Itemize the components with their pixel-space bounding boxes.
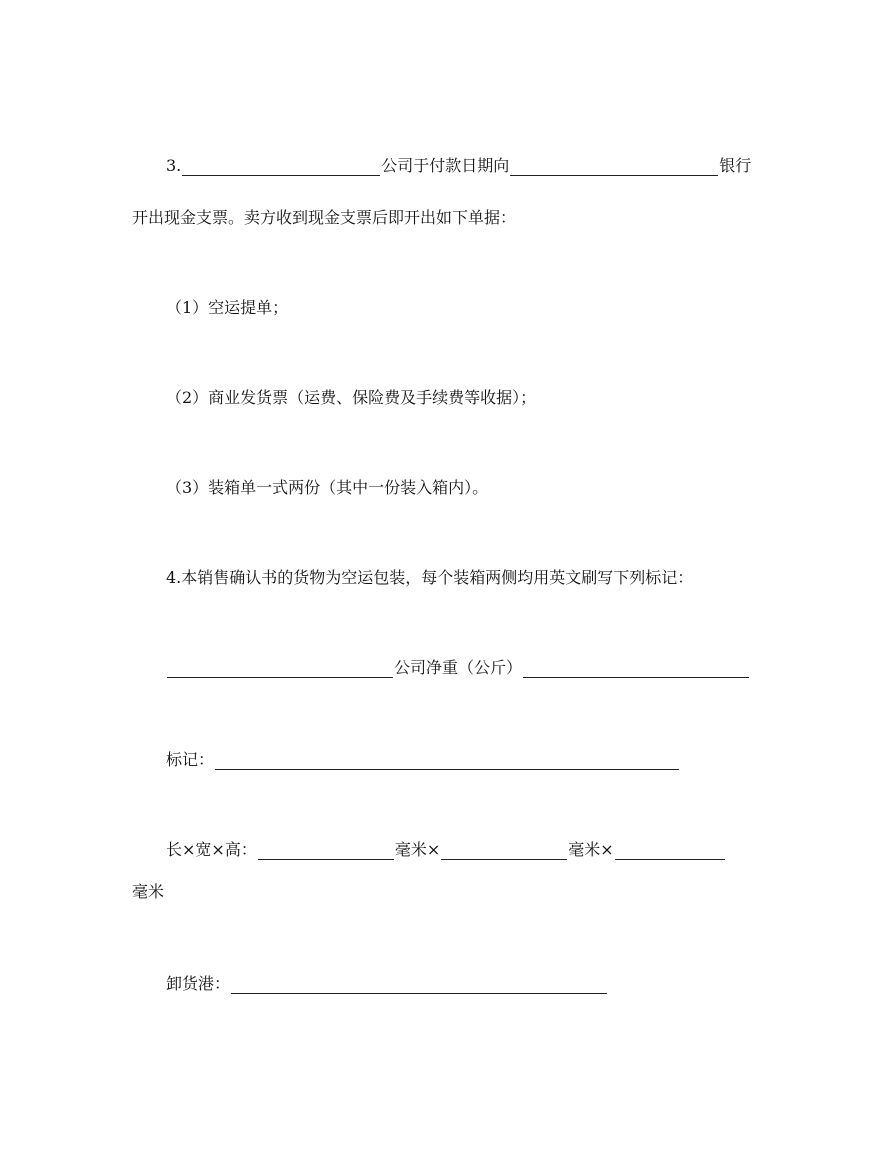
mark-label: 标记：	[166, 750, 215, 769]
document-item-3-text: （3）装箱单一式两份（其中一份装入箱内）。	[166, 478, 489, 497]
mm-times-1: 毫米×	[394, 840, 441, 859]
clause3-continuation: 开出现金支票。卖方收到现金支票后即开出如下单据：	[132, 208, 517, 227]
document-item-1-text: （1）空运提单；	[166, 298, 289, 317]
net-weight-field[interactable]	[523, 659, 749, 678]
clause3-text-end: 银行	[719, 156, 752, 175]
height-field[interactable]	[615, 841, 725, 860]
company-name-mark-field[interactable]	[167, 659, 393, 678]
dimensions-line	[166, 830, 726, 860]
clause3-number: 3.	[166, 156, 182, 175]
clause3-line1	[166, 146, 751, 176]
document-item-2	[166, 378, 536, 408]
document-item-1	[166, 288, 288, 318]
dimensions-unit-line	[132, 872, 164, 902]
net-weight-label: 公司净重（公斤）	[394, 658, 523, 677]
mm-unit: 毫米	[132, 882, 165, 901]
clause4-text: 4.本销售确认书的货物为空运包装，每个装箱两侧均用英文刷写下列标记：	[166, 568, 694, 587]
mm-times-2: 毫米×	[568, 840, 614, 859]
company-blank-field[interactable]	[182, 157, 380, 176]
net-weight-line	[166, 648, 750, 678]
document-item-2-text: （2）商业发货票（运费、保险费及手续费等收据）；	[166, 388, 537, 407]
clause3-line2	[132, 198, 516, 228]
clause4-line	[166, 558, 693, 588]
document-item-3	[166, 468, 488, 498]
mark-field[interactable]	[215, 751, 679, 770]
width-field[interactable]	[441, 841, 567, 860]
length-field[interactable]	[258, 841, 394, 860]
port-line	[166, 964, 608, 994]
mark-line	[166, 740, 680, 770]
port-field[interactable]	[231, 975, 607, 994]
clause3-text-mid: 公司于付款日期向	[381, 156, 510, 175]
port-label: 卸货港：	[166, 974, 231, 993]
bank-blank-field[interactable]	[510, 157, 718, 176]
dimensions-label: 长×宽×高：	[166, 840, 257, 859]
